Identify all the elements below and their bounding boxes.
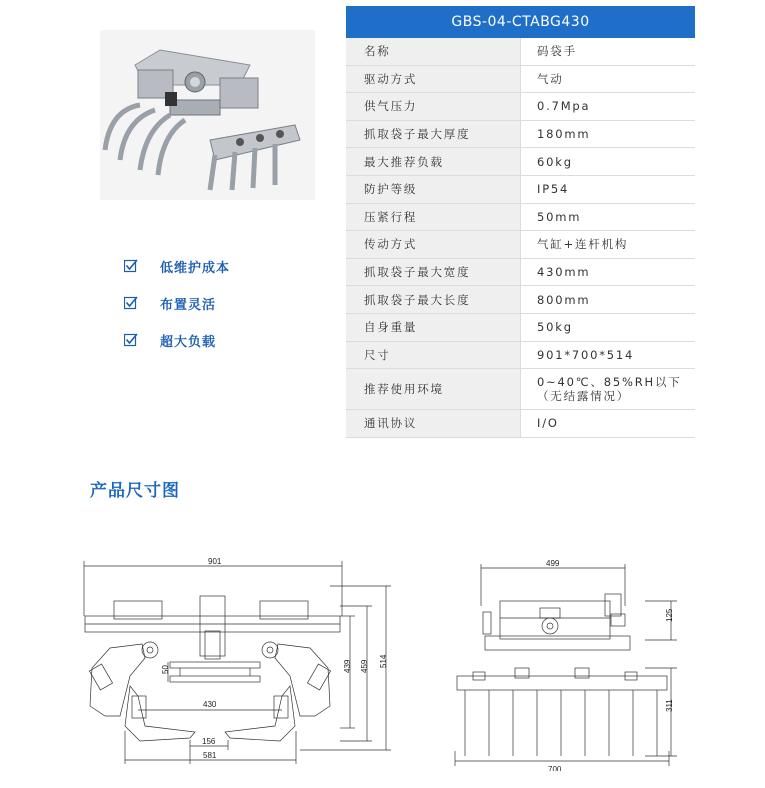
feature-label: 低维护成本 [160,260,231,276]
dim-581: 581 [203,751,217,760]
dim-311: 311 [665,699,674,712]
feature-item [124,257,230,275]
front-view-drawing [70,556,400,771]
spec-value: 气动 [521,65,696,93]
table-row [346,175,695,203]
spec-key: 抓取袋子最大宽度 [346,258,521,286]
spec-key: 名称 [346,38,521,65]
spec-value: 气缸+连杆机构 [521,231,696,259]
feature-item [124,331,230,349]
checkbox-checked-icon [124,333,138,347]
dim-459: 459 [360,659,369,673]
spec-value [521,369,696,410]
table-row [346,341,695,369]
feature-item [124,294,230,312]
feature-label: 超大负载 [160,334,217,350]
table-row [346,93,695,121]
spec-key: 抓取袋子最大长度 [346,286,521,314]
feature-list [124,257,230,368]
spec-value: 60kg [521,148,696,176]
spec-value-line: （无结露情况） [537,389,631,404]
spec-key: 压紧行程 [346,203,521,231]
dim-156: 156 [202,737,216,746]
feature-label: 布置灵活 [160,297,217,313]
checkbox-checked-icon [124,259,138,273]
section-title: 产品尺寸图 [90,481,180,501]
spec-value: 800mm [521,286,696,314]
spec-key: 抓取袋子最大厚度 [346,120,521,148]
dim-439: 439 [343,659,352,673]
dim-700: 700 [548,765,562,771]
dim-514: 514 [379,654,388,668]
table-row [346,369,695,410]
spec-value: 0.7Mpa [521,93,696,121]
table-row [346,313,695,341]
dim-499: 499 [546,559,560,568]
table-row [346,203,695,231]
spec-value: IP54 [521,175,696,203]
table-row [346,410,695,438]
dim-901: 901 [208,557,222,566]
spec-key: 驱动方式 [346,65,521,93]
table-row [346,231,695,259]
spec-key: 尺寸 [346,341,521,369]
spec-key: 传动方式 [346,231,521,259]
dim-430: 430 [203,700,217,709]
spec-value: 码袋手 [521,38,696,65]
product-photo [100,30,315,200]
dim-125: 125 [665,608,674,622]
spec-key: 通讯协议 [346,410,521,438]
table-row [346,148,695,176]
spec-key: 防护等级 [346,175,521,203]
spec-value-line: 0~40℃、85%RH以下 [537,375,682,390]
spec-value: 180mm [521,120,696,148]
spec-value: 50mm [521,203,696,231]
spec-value: 901*700*514 [521,341,696,369]
table-row [346,286,695,314]
dim-50: 50 [161,665,170,674]
table-row [346,120,695,148]
spec-value: 430mm [521,258,696,286]
spec-key: 自身重量 [346,313,521,341]
spec-value: I/O [521,410,696,438]
table-row [346,38,695,65]
spec-key: 供气压力 [346,93,521,121]
spec-table-title: GBS-04-CTABG430 [346,6,695,38]
checkbox-checked-icon [124,296,138,310]
spec-key: 推荐使用环境 [346,369,521,410]
spec-value: 50kg [521,313,696,341]
table-row [346,65,695,93]
spec-key: 最大推荐负载 [346,148,521,176]
spec-table [346,6,695,438]
side-view-drawing [445,556,685,771]
table-row [346,258,695,286]
